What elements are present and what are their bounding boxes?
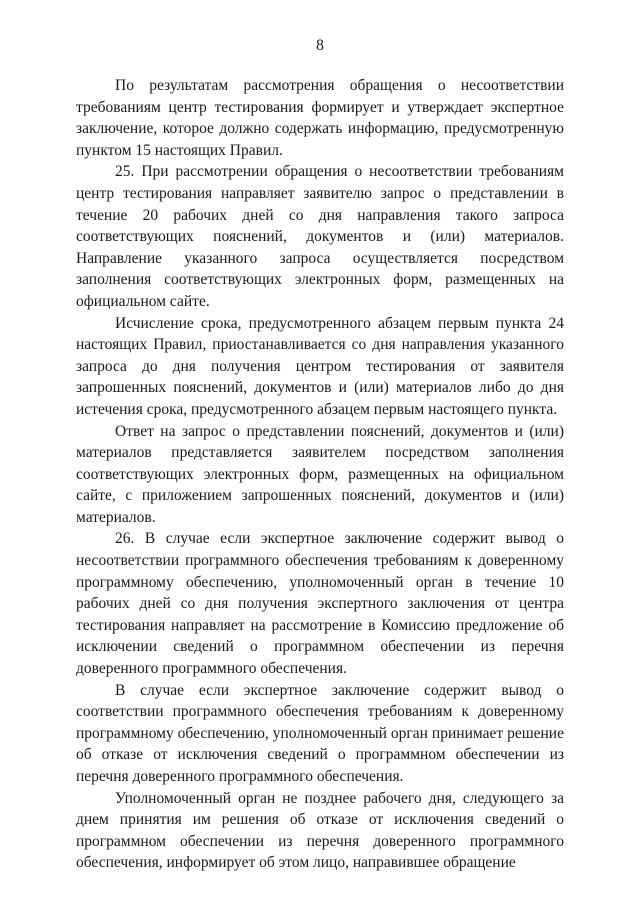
paragraph-clause-25: 25. При рассмотрении обращения о несоответствии требованиям центр тестирования направляет заявителю запрос о представлении в течение 20 рабочих дней со дня направления такого запроса соответствующих пояснений, документов и (или) материалов. Направление указанного запроса осуществляется посредством заполнения соответствующих электронных форм, размещенных на официальном сайте. xyxy=(76,163,564,310)
paragraph-expert-conclusion: По результатам рассмотрения обращения о несоответствии требованиям центр тестирования формирует и утверждает экспертное заключение, которое должно содержать информацию, предусмотренную пунктом 15 настоящих Правил. xyxy=(76,77,564,159)
page-number: 8 xyxy=(316,37,324,54)
document-body xyxy=(76,75,564,874)
paragraph-clause-26: 26. В случае если экспертное заключение содержит вывод о несоответствии программного обеспечения требованиям к доверенному программному обеспечению, уполномоченный орган в течение 10 рабочих дней со дня получения экспертного заключения от центра тестирования направляет на рассмотрение в Комиссию предложение об исключении сведений о программном обеспечении из перечня доверенного программного обеспечения. xyxy=(76,530,564,678)
paragraph-term-suspension: Исчисление срока, предусмотренного абзацем первым пункта 24 настоящих Правил, приостанавливается со дня направления указанного запроса до дня получения центром тестирования от заявителя запрошенных пояснений, документов и (или) материалов либо до дня истечения срока, предусмотренного абзацем первым настоящего пункта. xyxy=(76,314,564,418)
paragraph-request-response: Ответ на запрос о представлении пояснений, документов и (или) материалов представляется заявителем посредством заполнения соответствующих электронных форм, размещенных на официальном сайте, с приложением запрошенных пояснений, документов и (или) материалов. xyxy=(76,422,564,526)
paragraph-compliance-decision: В случае если экспертное заключение содержит вывод о соответствии программного обеспечения требованиям к доверенному программному обеспечению, уполномоченный орган принимает решение об отказе от исключения сведений о программном обеспечении из перечня доверенного программного обеспечения. xyxy=(76,681,564,785)
paragraph-notification: Уполномоченный орган не позднее рабочего дня, следующего за днем принятия им решения об отказе от исключения сведений о программном обеспечении из перечня доверенного программного обеспечения, информирует об этом лицо, направившее обращение xyxy=(76,789,564,872)
